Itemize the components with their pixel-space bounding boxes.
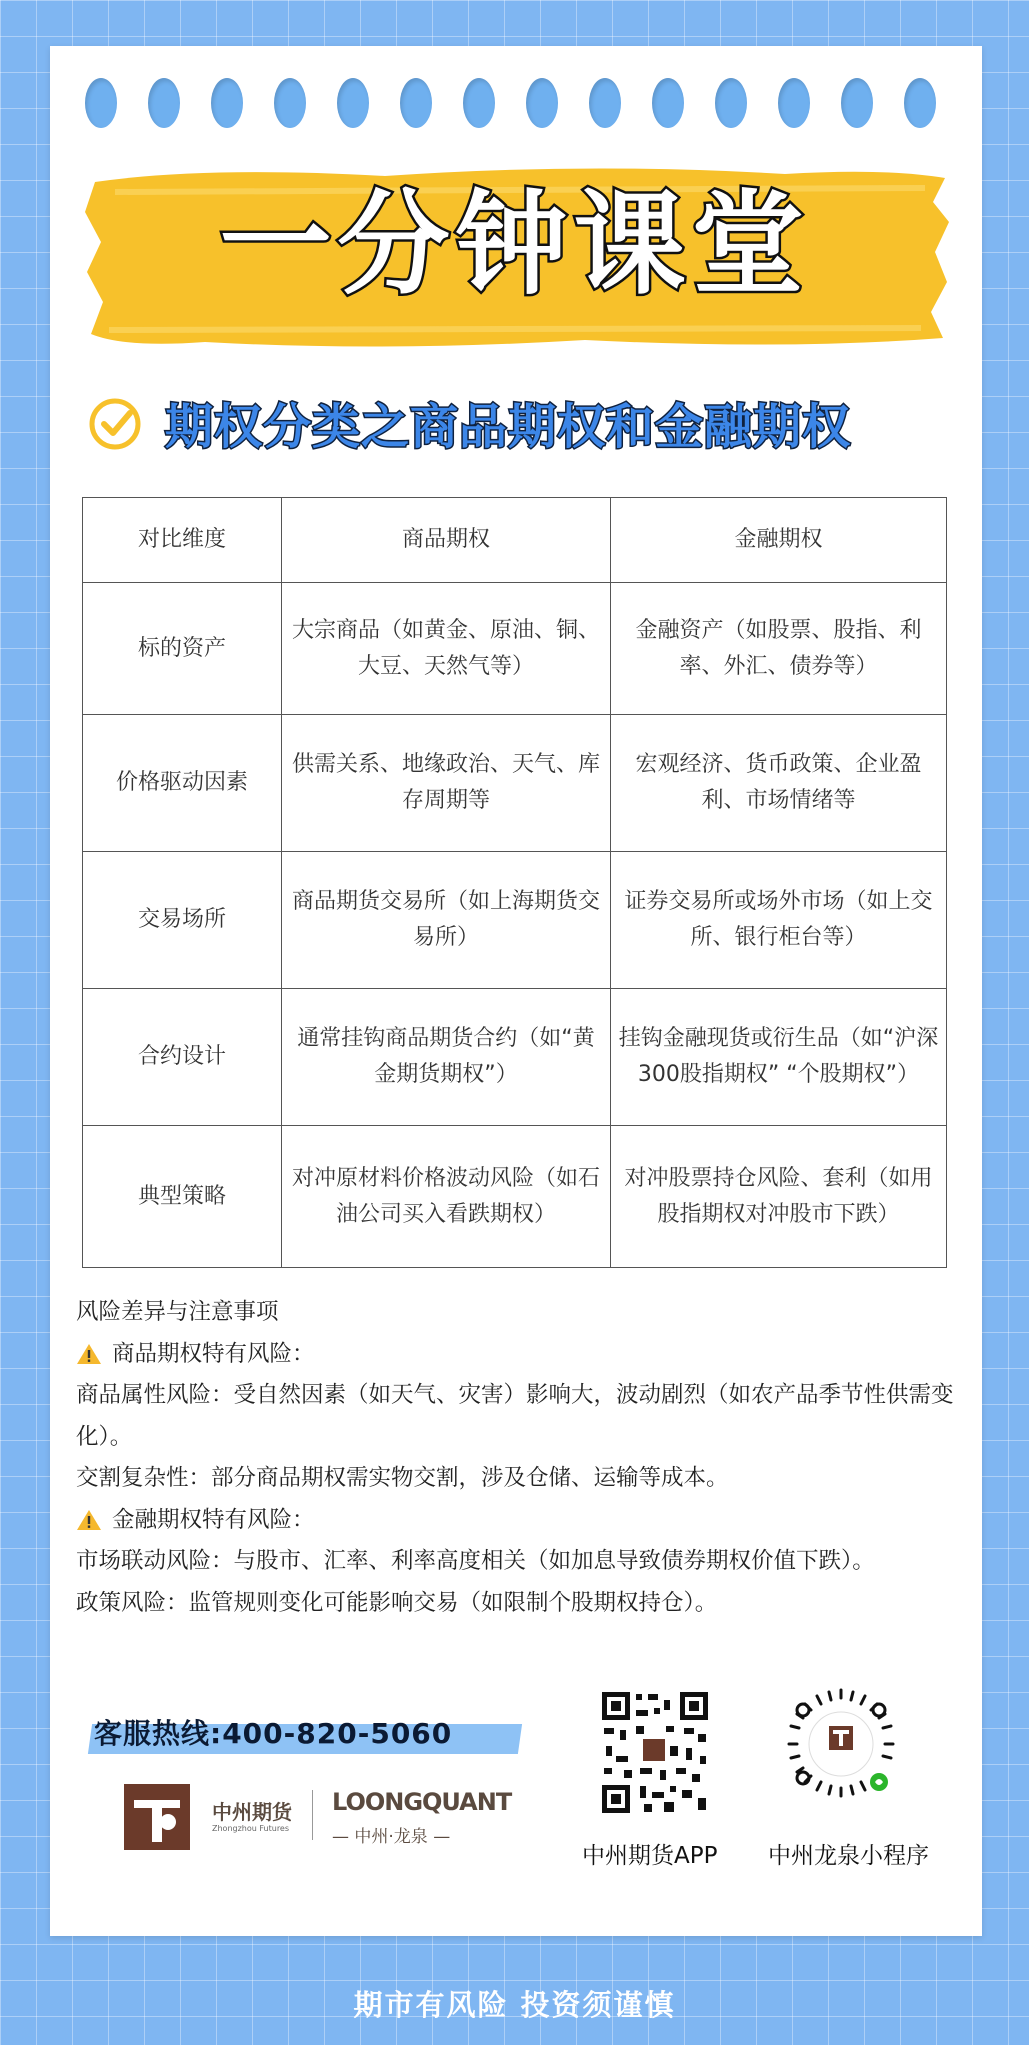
table-row (83, 1126, 947, 1268)
financial-risk-title (76, 1500, 956, 1542)
note-item: 交割复杂性：部分商品期权需实物交割，涉及仓储、运输等成本。 (76, 1465, 729, 1491)
app-qr-label: 中州期货APP (582, 1843, 718, 1869)
binder-hole (526, 78, 558, 128)
table-cell: 通常挂钩商品期货合约（如“黄金期货期权”） (282, 989, 611, 1126)
table-cell: 对冲股票持仓风险、套利（如用股指期权对冲股市下跌） (611, 1126, 947, 1268)
binder-hole (85, 78, 117, 128)
table-cell: 大宗商品（如黄金、原油、铜、大豆、天然气等） (282, 583, 611, 715)
binder-hole (589, 78, 621, 128)
hotline-text: 客服热线:400-820-5060 (94, 1717, 453, 1750)
check-circle-icon (88, 397, 142, 451)
logo-loongquant-cn: — 中州·龙泉 — (332, 1827, 451, 1847)
table-cell: 宏观经济、货币政策、企业盈利、市场情绪等 (611, 715, 947, 852)
table-row (83, 715, 947, 852)
table-header-cell: 金融期权 (611, 498, 947, 583)
table-header-row (83, 498, 947, 583)
binder-hole (337, 78, 369, 128)
zhongzhou-logo-icon (122, 1782, 192, 1852)
binder-hole (841, 78, 873, 128)
table-header-cell: 对比维度 (83, 498, 282, 583)
risk-notes (76, 1292, 956, 1624)
hotline (90, 1716, 520, 1756)
table-cell: 对冲原材料价格波动风险（如石油公司买入看跌期权） (282, 1126, 611, 1268)
note-item: 商品属性风险：受自然因素（如天气、灾害）影响大，波动剧烈（如农产品季节性供需变化）。 (76, 1382, 954, 1450)
binder-hole (778, 78, 810, 128)
binder-hole (715, 78, 747, 128)
binder-hole (400, 78, 432, 128)
brand-logo (122, 1782, 512, 1854)
main-title: 一分钟课堂 (219, 180, 810, 310)
table-cell: 交易场所 (83, 852, 282, 989)
table-row (83, 583, 947, 715)
notes-heading: 风险差异与注意事项 (76, 1299, 279, 1325)
note-item: 市场联动风险：与股市、汇率、利率高度相关（如加息导致债券期权价值下跌）。 (76, 1548, 875, 1574)
table-cell: 证券交易所或场外市场（如上交所、银行柜台等） (611, 852, 947, 989)
table-cell: 商品期货交易所（如上海期货交易所） (282, 852, 611, 989)
binder-hole (463, 78, 495, 128)
binder-hole (652, 78, 684, 128)
table-cell: 挂钩金融现货或衍生品（如“沪深300股指期权” “个股期权”） (611, 989, 947, 1126)
commodity-risk-title (76, 1334, 956, 1376)
footer-disclaimer: 期市有风险 投资须谨慎 (353, 1988, 676, 2022)
note-item: 政策风险：监管规则变化可能影响交易（如限制个股期权持仓）。 (76, 1589, 718, 1616)
subtitle: 期权分类之商品期权和金融期权 (165, 399, 852, 455)
table-row (83, 852, 947, 989)
binder-hole (274, 78, 306, 128)
financial-risk-title-text: 金融期权特有风险： (112, 1506, 315, 1533)
table-cell: 金融资产（如股票、股指、利率、外汇、债券等） (611, 583, 947, 715)
binder-hole (148, 78, 180, 128)
table-cell: 价格驱动因素 (83, 715, 282, 852)
table-cell: 标的资产 (83, 583, 282, 715)
torn-paper-edge (40, 1880, 990, 1970)
mini-program-code[interactable] (783, 1686, 899, 1802)
table-cell: 合约设计 (83, 989, 282, 1126)
logo-zhongzhou-en: Zhongzhou Futures (212, 1824, 290, 1833)
table-cell: 典型策略 (83, 1126, 282, 1268)
warning-icon (76, 1509, 102, 1531)
table-cell: 供需关系、地缘政治、天气、库存周期等 (282, 715, 611, 852)
table-header-cell: 商品期权 (282, 498, 611, 583)
comparison-table (82, 497, 947, 1268)
binder-holes (85, 78, 945, 130)
binder-hole (904, 78, 936, 128)
binder-hole (211, 78, 243, 128)
table-row (83, 989, 947, 1126)
logo-divider (312, 1790, 313, 1840)
logo-loongquant: LOONGQUANT (332, 1788, 512, 1816)
mini-program-label: 中州龙泉小程序 (768, 1843, 929, 1869)
commodity-risk-title-text: 商品期权特有风险： (112, 1340, 315, 1367)
logo-zhongzhou-cn: 中州期货 (212, 1800, 292, 1824)
warning-icon (76, 1343, 102, 1365)
app-qr-code[interactable] (600, 1690, 710, 1815)
